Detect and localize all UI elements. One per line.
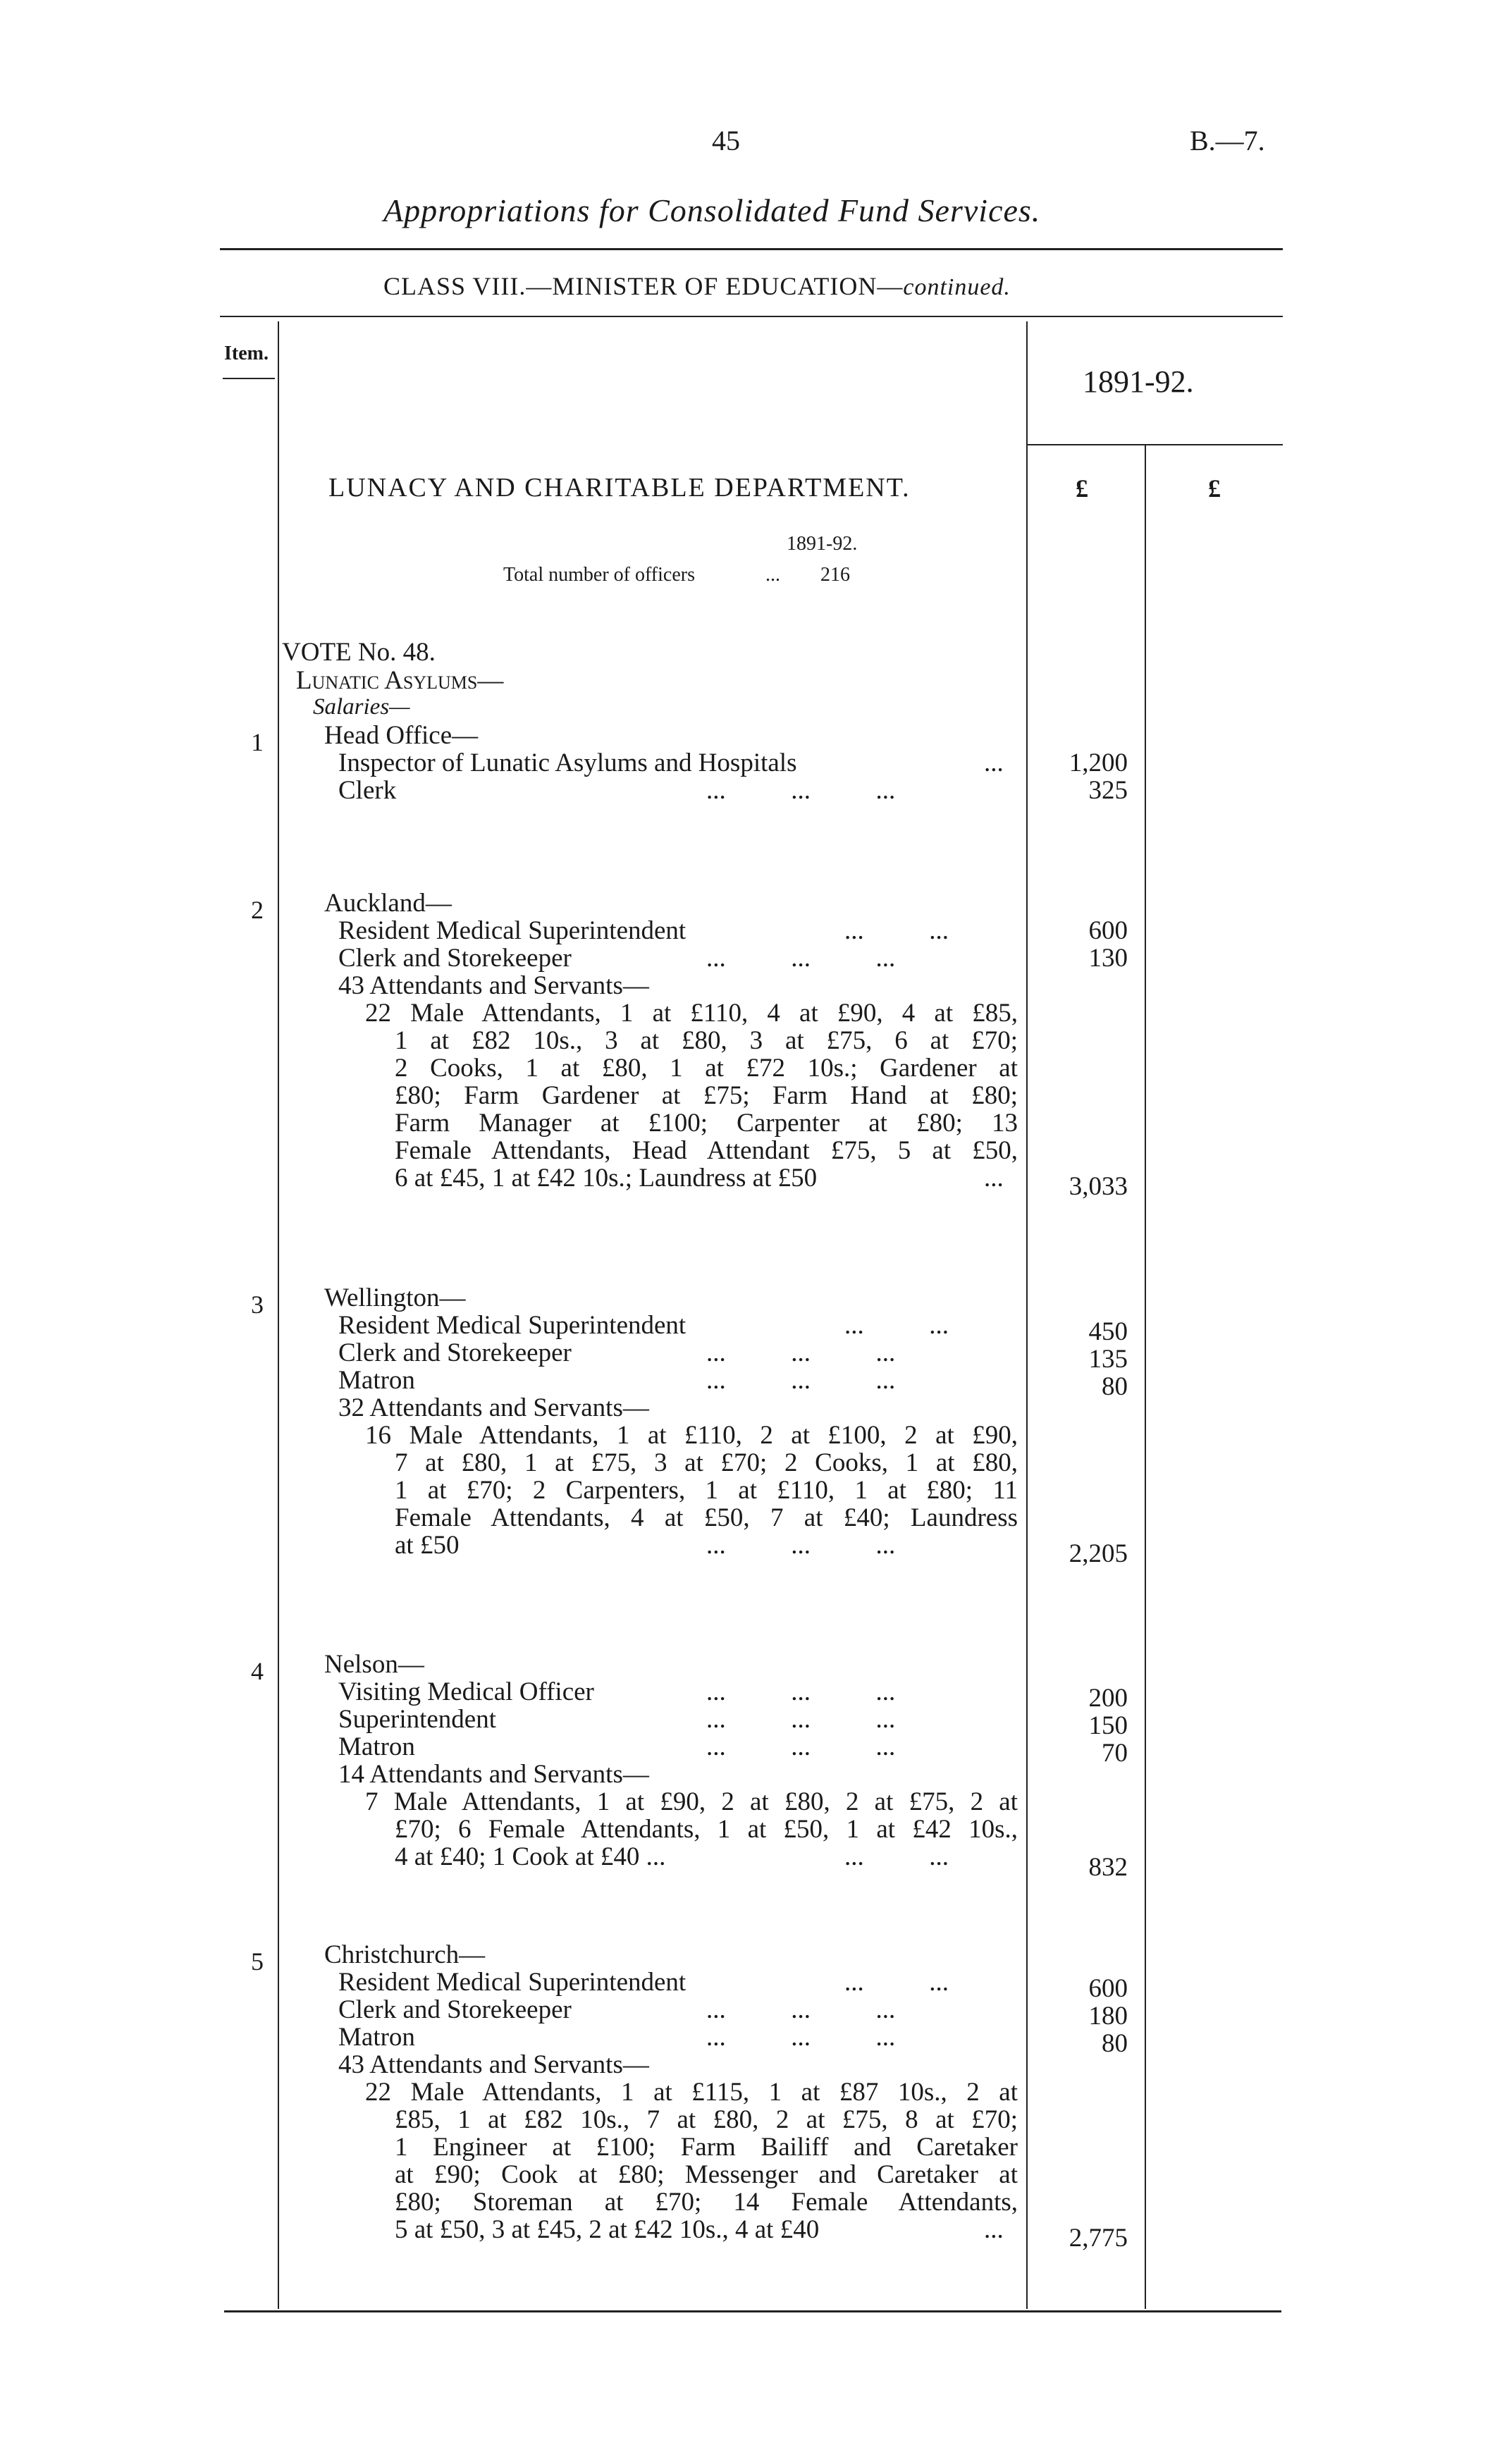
entry-label: Visiting Medical Officer: [338, 1677, 594, 1706]
leader-dots: ... ... ...: [706, 1366, 896, 1395]
detail-line: £70; 6 Female Attendants, 1 at £50, 1 at £42 10s.,: [395, 1815, 1018, 1844]
vote-number: VOTE No. 48.: [282, 638, 436, 667]
leader-dots: ... ... ...: [706, 1705, 896, 1734]
item-number: 2: [251, 896, 264, 924]
detail-line: 1 Engineer at £100; Farm Bailiff and Caretaker: [395, 2133, 1018, 2162]
leader-dots: ... ... ...: [706, 1531, 896, 1560]
item-total: 2,205: [1069, 1539, 1128, 1568]
entry-label: Resident Medical Superintendent: [338, 916, 686, 945]
entry-label: Matron: [338, 1732, 415, 1761]
detail-line: Farm Manager at £100; Carpenter at £80; 13: [395, 1109, 1018, 1138]
detail-line: Female Attendants, Head Attendant £75, 5 at £50,: [395, 1136, 1018, 1165]
detail-line: 5 at £50, 3 at £45, 2 at £42 10s., 4 at £40: [395, 2215, 820, 2244]
detail-line: at £50: [395, 1531, 460, 1560]
leader-dots: ... ... ...: [706, 1732, 896, 1761]
detail-line: Female Attendants, 4 at £50, 7 at £40; Laundress: [395, 1503, 1018, 1532]
leader-dots: ... ... ...: [706, 1338, 896, 1367]
leader-dots: ... ... ...: [706, 1995, 896, 2024]
pound-header-2: £: [1208, 474, 1221, 503]
attendants-heading: 43 Attendants and Servants—: [338, 2050, 649, 2079]
entry-label: Clerk and Storekeeper: [338, 1338, 572, 1367]
detail-line: 7 Male Attendants, 1 at £90, 2 at £80, 2 at £75, 2 at: [365, 1787, 1018, 1816]
detail-line: 22 Male Attendants, 1 at £110, 4 at £90, 4 at £85,: [365, 999, 1018, 1028]
pound-column-divider: [1145, 445, 1146, 2309]
entry-amount: 135: [1088, 1345, 1128, 1374]
subsection-heading: Salaries—: [313, 694, 410, 720]
document-reference: B.—7.: [1190, 125, 1265, 156]
entry-amount: 200: [1088, 1684, 1128, 1713]
entry-amount: 80: [1102, 1372, 1128, 1401]
class-heading: [383, 271, 1011, 301]
leader-dots: ... ... ...: [706, 944, 896, 973]
item-total: 832: [1088, 1853, 1128, 1882]
leader-dots: ... ... ...: [706, 2023, 896, 2052]
class-heading-text: CLASS VIII.—MINISTER OF EDUCATION—: [383, 272, 904, 300]
entry-label: Matron: [338, 1366, 415, 1395]
entry-label: Clerk: [338, 776, 397, 805]
leader-dots: ... ...: [844, 1968, 949, 1997]
item-heading: Christchurch—: [324, 1940, 486, 1969]
officers-year: 1891-92.: [787, 533, 858, 555]
detail-line: 16 Male Attendants, 1 at £110, 2 at £100, 2 at £90,: [365, 1421, 1018, 1450]
leader-dots: ...: [984, 749, 1004, 777]
detail-line: 1 at £70; 2 Carpenters, 1 at £110, 1 at £80; 11: [395, 1476, 1018, 1505]
detail-line: 6 at £45, 1 at £42 10s.; Laundress at £50: [395, 1164, 818, 1193]
item-total: 3,033: [1069, 1172, 1128, 1201]
section-heading: Lunatic Asylums—: [296, 666, 504, 695]
attendants-heading: 43 Attendants and Servants—: [338, 971, 649, 1000]
item-number: 5: [251, 1947, 264, 1976]
leader-dots: ... ... ...: [706, 1677, 896, 1706]
year-column-header: 1891-92.: [1083, 364, 1194, 399]
detail-line: £80; Farm Gardener at £75; Farm Hand at £80;: [395, 1081, 1018, 1110]
page-number: 45: [712, 125, 740, 156]
officers-label: Total number of officers: [503, 564, 695, 586]
attendants-heading: 14 Attendants and Servants—: [338, 1760, 649, 1789]
item-heading: Auckland—: [324, 889, 452, 918]
attendants-heading: 32 Attendants and Servants—: [338, 1393, 649, 1422]
detail-line: 1 at £82 10s., 3 at £80, 3 at £75, 6 at £70;: [395, 1026, 1018, 1055]
detail-line: 7 at £80, 1 at £75, 3 at £70; 2 Cooks, 1 at £80,: [395, 1448, 1018, 1477]
entry-amount: 325: [1088, 776, 1128, 805]
detail-line: at £90; Cook at £80; Messenger and Caretaker at: [395, 2160, 1018, 2189]
leader-dots: ... ...: [844, 1842, 949, 1871]
entry-label: Inspector of Lunatic Asylums and Hospitals: [338, 749, 797, 777]
item-number: 3: [251, 1290, 264, 1319]
entry-amount: 70: [1102, 1739, 1128, 1768]
entry-label: Clerk and Storekeeper: [338, 944, 572, 973]
page-title: Appropriations for Consolidated Fund Services.: [383, 192, 1041, 228]
rule-class: [220, 316, 1283, 317]
pound-header-1: £: [1076, 474, 1088, 503]
entry-label: Resident Medical Superintendent: [338, 1968, 686, 1997]
entry-amount: 80: [1102, 2029, 1128, 2058]
class-heading-continued: continued.: [903, 274, 1011, 300]
entry-amount: 180: [1088, 2002, 1128, 2031]
item-heading: Head Office—: [324, 721, 479, 750]
item-number: 1: [251, 728, 264, 756]
rule-top: [220, 248, 1283, 250]
detail-line: £80; Storeman at £70; 14 Female Attendants,: [395, 2188, 1018, 2217]
leader-dots: ... ... ...: [706, 776, 896, 805]
detail-line: 4 at £40; 1 Cook at £40 ...: [395, 1842, 666, 1871]
entry-label: Superintendent: [338, 1705, 497, 1734]
item-column-divider: [278, 321, 279, 2309]
rule-bottom: [224, 2310, 1281, 2312]
entry-label: Clerk and Storekeeper: [338, 1995, 572, 2024]
entry-amount: 450: [1088, 1317, 1128, 1346]
entry-amount: 150: [1088, 1711, 1128, 1740]
item-column-header: Item.: [224, 343, 269, 364]
officers-count: 216: [820, 564, 850, 586]
item-number: 4: [251, 1657, 264, 1685]
detail-line: 2 Cooks, 1 at £80, 1 at £72 10s.; Gardener at: [395, 1054, 1018, 1083]
entry-amount: 130: [1088, 944, 1128, 973]
entry-label: Matron: [338, 2023, 415, 2052]
year-header-rule: [1026, 444, 1283, 445]
item-header-rule: [223, 378, 275, 379]
item-heading: Nelson—: [324, 1650, 424, 1679]
detail-line: 22 Male Attendants, 1 at £115, 1 at £87 10s., 2 at: [365, 2078, 1018, 2107]
officers-dots: ...: [765, 564, 780, 586]
entry-amount: 600: [1088, 1974, 1128, 2003]
item-total: 2,775: [1069, 2224, 1128, 2253]
department-title: LUNACY AND CHARITABLE DEPARTMENT.: [328, 473, 911, 503]
entry-label: Resident Medical Superintendent: [338, 1311, 686, 1340]
entry-amount: 1,200: [1069, 749, 1128, 777]
entry-amount: 600: [1088, 916, 1128, 945]
leader-dots: ...: [984, 1164, 1004, 1193]
detail-line: £85, 1 at £82 10s., 7 at £80, 2 at £75, 8 at £70;: [395, 2105, 1018, 2134]
leader-dots: ... ...: [844, 1311, 949, 1340]
item-heading: Wellington—: [324, 1283, 466, 1312]
leader-dots: ... ...: [844, 916, 949, 945]
leader-dots: ...: [984, 2215, 1004, 2244]
